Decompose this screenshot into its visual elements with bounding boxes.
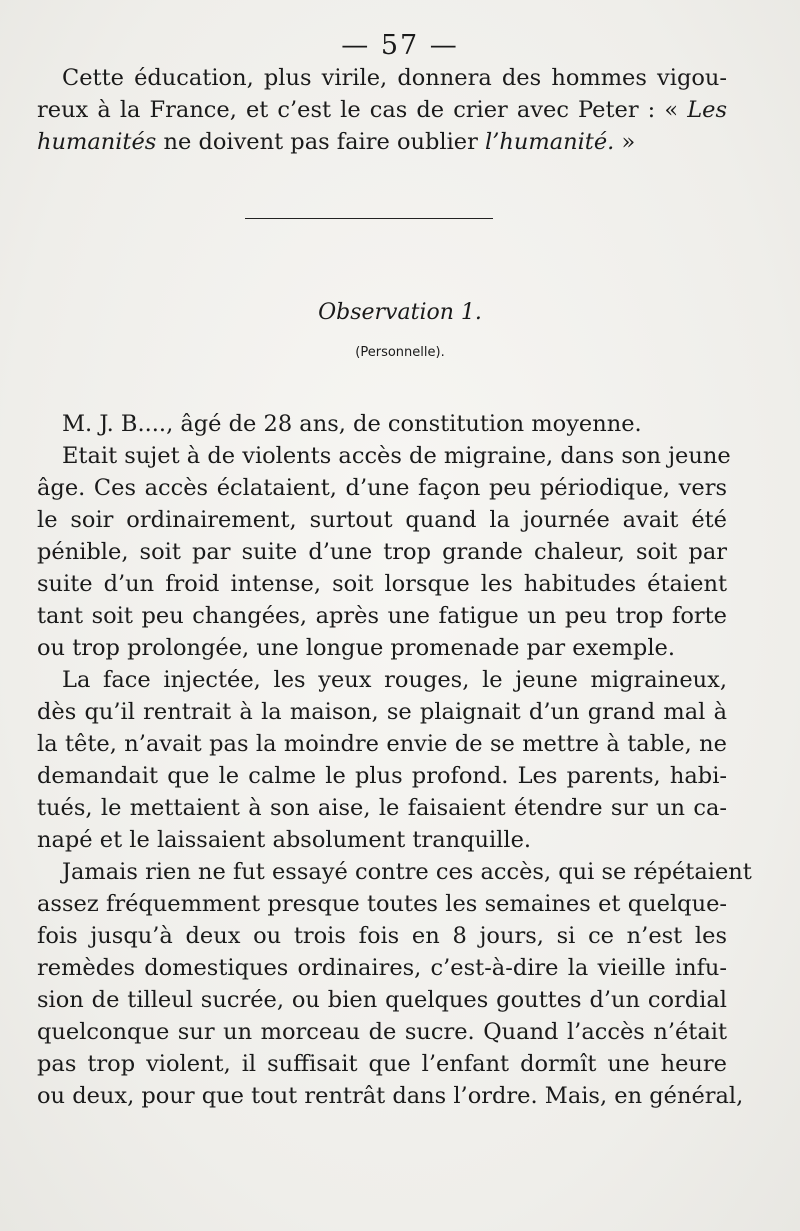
intro-line-2 [37, 99, 727, 122]
body-line-8: ou trop prolongée, une longue promenade par exemple. [37, 635, 675, 661]
body-line-11: la tête, n’avait pas la moindre envie de se mettre à table, ne [37, 731, 727, 757]
body-line-22: ou deux, pour que tout rentrât dans l’ordre. Mais, en général, [37, 1083, 744, 1109]
body-line-16: assez fréquemment presque toutes les semaines et quelque- [37, 891, 727, 917]
body-line-1: M. J. B...., âgé de 28 ans, de constitution moyenne. [62, 411, 642, 437]
intro-line-3 [37, 131, 635, 154]
page-number: — 57 — [341, 30, 459, 61]
body-line-13: tués, le mettaient à son aise, le faisaient étendre sur un ca- [37, 795, 727, 821]
body-line-5: pénible, soit par suite d’une trop grande chaleur, soit par [37, 539, 727, 565]
body-line-2: Etait sujet à de violents accès de migraine, dans son jeune [62, 443, 731, 469]
body-line-6: suite d’un froid intense, soit lorsque les habitudes étaient [37, 571, 727, 597]
observation-title: Observation 1. [318, 300, 482, 325]
section-divider [245, 218, 493, 219]
intro-line-3-end: » [614, 129, 636, 155]
intro-line-3-mid: ne doivent pas faire oublier [156, 129, 486, 155]
intro-italic-les: Les [687, 97, 727, 123]
body-line-3: âge. Ces accès éclataient, d’une façon peu périodique, vers [37, 475, 727, 501]
body-line-12: demandait que le calme le plus profond. Les parents, habi- [37, 763, 727, 789]
body-line-19: sion de tilleul sucrée, ou bien quelques gouttes d’un cordial [37, 987, 727, 1013]
body-line-4: le soir ordinairement, surtout quand la journée avait été [37, 507, 727, 533]
body-line-9: La face injectée, les yeux rouges, le jeune migraineux, [62, 667, 727, 693]
intro-line-2-text: reux à la France, et c’est le cas de crier avec Peter : « [37, 97, 688, 123]
body-line-20: quelconque sur un morceau de sucre. Quand l’accès n’était [37, 1019, 727, 1045]
body-line-18: remèdes domestiques ordinaires, c’est-à-dire la vieille infu- [37, 955, 727, 981]
intro-italic-humanites: humanités [37, 129, 157, 155]
intro-italic-humanite: l’humanité. [485, 129, 615, 155]
body-line-14: napé et le laissaient absolument tranquille. [37, 827, 532, 853]
intro-line-1: Cette éducation, plus virile, donnera des hommes vigou- [62, 65, 727, 91]
observation-subtitle: (Personnelle). [355, 345, 445, 360]
body-line-17: fois jusqu’à deux ou trois fois en 8 jours, si ce n’est les [37, 923, 727, 949]
body-line-10: dès qu’il rentrait à la maison, se plaignait d’un grand mal à [37, 699, 727, 725]
body-line-15: Jamais rien ne fut essayé contre ces accès, qui se répétaient [62, 859, 752, 885]
body-line-7: tant soit peu changées, après une fatigue un peu trop forte [37, 603, 727, 629]
body-line-21: pas trop violent, il suffisait que l’enfant dormît une heure [37, 1051, 727, 1077]
